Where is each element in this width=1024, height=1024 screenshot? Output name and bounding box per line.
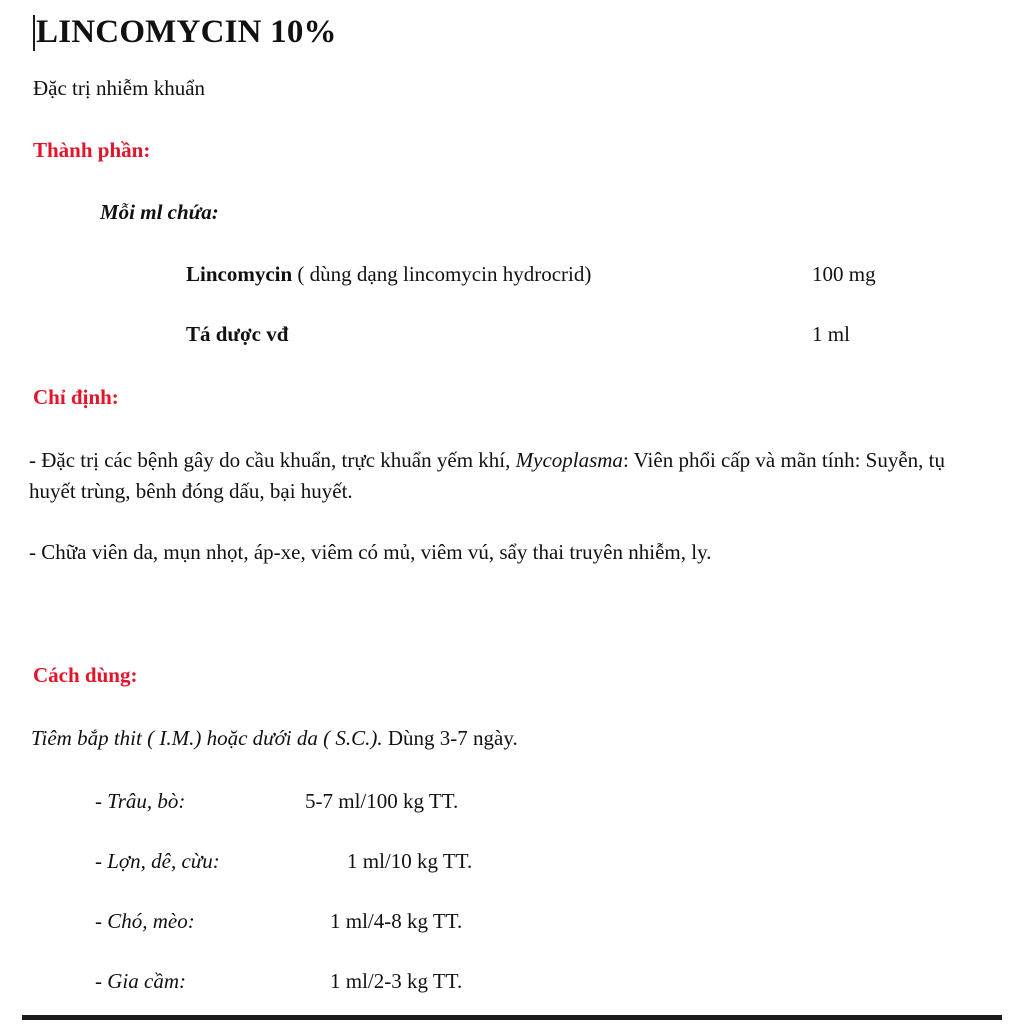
dosage-animal-label: - Chó, mèo:: [95, 909, 195, 933]
dosage-animal-label: - Gia cầm:: [95, 969, 186, 993]
indication-paragraph: [29, 445, 973, 507]
composition-row: [186, 259, 976, 289]
page-subtitle: Đặc trị nhiễm khuẩn: [33, 76, 206, 100]
composition-ingredient-amount: 100 mg: [812, 262, 876, 286]
title-row: [33, 12, 337, 52]
composition-ingredient-detail: ( dùng dạng lincomycin hydrocrid): [292, 262, 592, 286]
dosage-amount: 1 ml/4-8 kg TT.: [330, 909, 463, 933]
composition-lead-in: Mỗi ml chứa:: [100, 200, 219, 224]
indication-text-suffix: : Viên phổi cấp và mãn tính: Suyễn, tụ huyết trùng, bênh đóng dấu, bại huyết.: [29, 448, 945, 503]
composition-ingredient-amount: 1 ml: [812, 322, 850, 346]
usage-duration-text: Dùng 3-7 ngày.: [382, 726, 518, 750]
composition-ingredient-name: Tá dược vđ: [186, 322, 289, 346]
dosage-amount: 1 ml/10 kg TT.: [347, 849, 473, 873]
dosage-amount: 1 ml/2-3 kg TT.: [330, 969, 463, 993]
dosage-amount: 5-7 ml/100 kg TT.: [305, 789, 459, 813]
indication-text-prefix: - Đặc trị các bệnh gây do cầu khuẩn, trực khuẩn yếm khí,: [29, 448, 516, 472]
usage-route-text: Tiêm bắp thit ( I.M.) hoặc dưới da ( S.C.).: [31, 726, 383, 750]
composition-ingredient-name: Lincomycin: [186, 262, 293, 286]
dosage-animal-label: - Trâu, bò:: [95, 789, 186, 813]
text-cursor-caret: [33, 15, 35, 51]
dosage-animal-label: - Lợn, dê, cừu:: [95, 849, 220, 873]
usage-route-line: [31, 723, 518, 753]
section-heading-usage: Cách dùng:: [33, 663, 138, 687]
section-heading-indications: Chỉ định:: [33, 385, 119, 409]
bottom-divider-bar: [22, 1015, 1002, 1020]
composition-row: [186, 319, 976, 349]
indication-text-prefix: - Chữa viên da, mụn nhọt, áp-xe, viêm có mủ, viêm vú, sẩy thai truyên nhiễm, ly.: [29, 540, 712, 564]
indication-paragraph: [29, 537, 973, 568]
indication-pathogen-name: Mycoplasma: [515, 448, 623, 472]
section-heading-composition: Thành phần:: [33, 138, 151, 162]
page-title: LINCOMYCIN 10%: [36, 14, 337, 50]
